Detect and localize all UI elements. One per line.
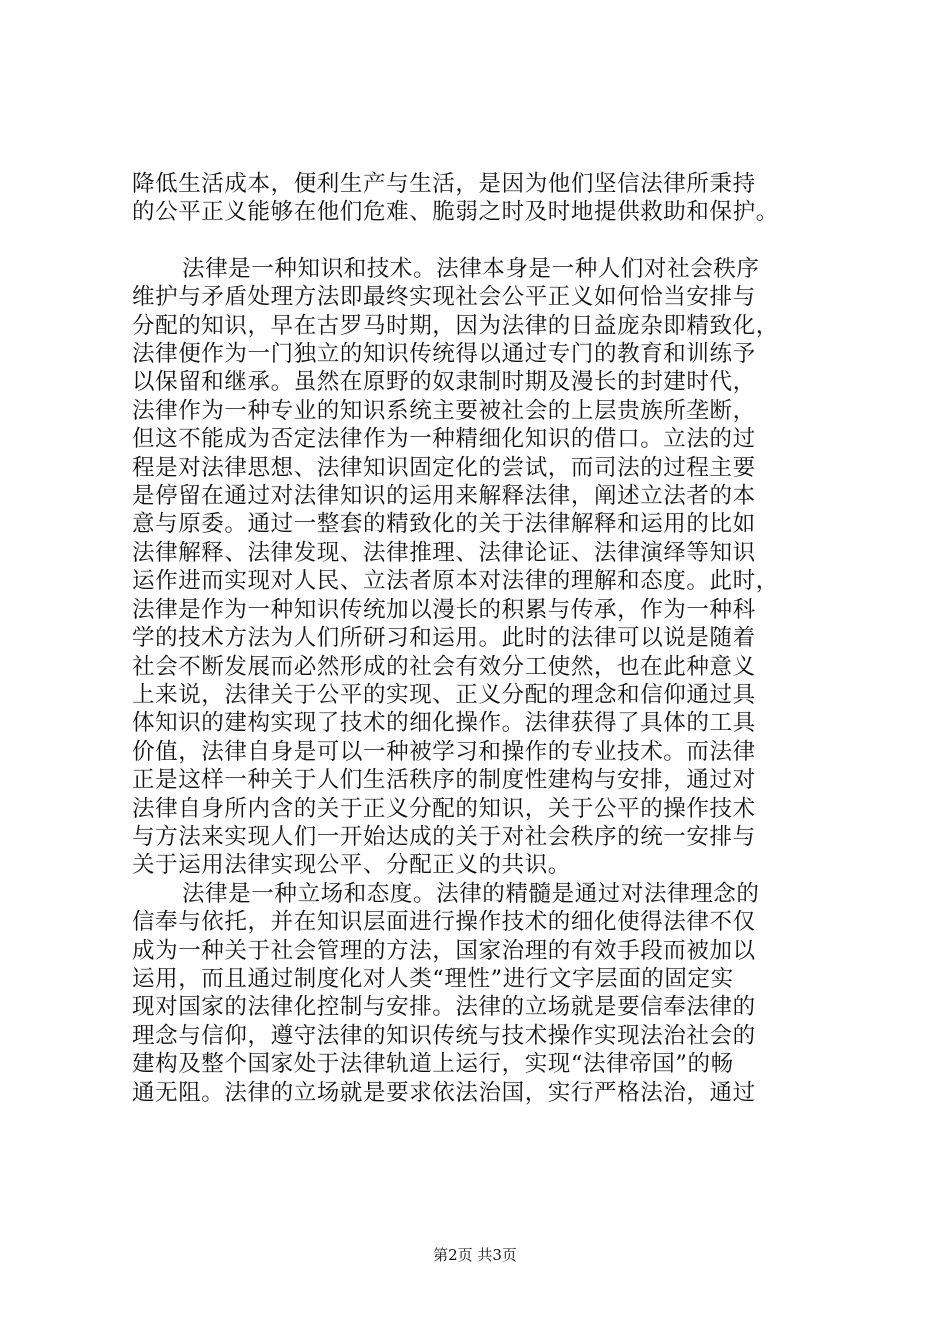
text-line: 法律是作为一种知识传统加以漫长的积累与传承，作为一种科 [132, 596, 756, 623]
text-line: 意与原委。通过一整套的精致化的关于法律解释和运用的比如 [132, 511, 756, 538]
text-line: 以保留和继承。虽然在原野的奴隶制时期及漫长的封建时代， [132, 369, 756, 396]
page-number-footer: 第2页 共3页 [433, 1246, 517, 1264]
text-line: 体知识的建构实现了技术的细化操作。法律获得了具体的工具 [132, 710, 756, 737]
text-line: 分配的知识，早在古罗马时期，因为法律的日益庞杂即精致化， [132, 312, 779, 339]
text-line: 正是这样一种关于人们生活秩序的制度性建构与安排，通过对 [132, 767, 756, 794]
text-line: 与方法来实现人们一开始达成的关于对社会秩序的统一安排与 [132, 823, 756, 850]
text-line: 成为一种关于社会管理的方法，国家治理的有效手段而被加以 [132, 937, 756, 964]
text-line: 价值，法律自身是可以一种被学习和操作的专业技术。而法律 [132, 738, 756, 765]
text-line: 的公平正义能够在他们危难、脆弱之时及时地提供救助和保护。 [132, 199, 779, 226]
text-line: 上来说，法律关于公平的实现、正义分配的理念和信仰通过具 [132, 681, 756, 708]
paragraph-first-line: 法律是一种知识和技术。法律本身是一种人们对社会秩序 [182, 255, 760, 282]
paragraph-first-line: 法律是一种立场和态度。法律的精髓是通过对法律理念的 [182, 880, 760, 907]
text-line: 信奉与依托，并在知识层面进行操作技术的细化使得法律不仅 [132, 909, 756, 936]
text-line: 社会不断发展而必然形成的社会有效分工使然，也在此种意义 [132, 653, 756, 680]
text-line: 是停留在通过对法律知识的运用来解释法律，阐述立法者的本 [132, 483, 756, 510]
text-line: 降低生活成本，便利生产与生活，是因为他们坚信法律所秉持 [132, 171, 756, 197]
text-line: 法律便作为一门独立的知识传统得以通过专门的教育和训练予 [132, 341, 756, 368]
text-line: 运用，而且通过制度化对人类“理性”进行文字层面的固定实 [132, 965, 734, 992]
text-line: 理念与信仰，遵守法律的知识传统与技术操作实现法治社会的 [132, 1022, 756, 1049]
text-line: 法律解释、法律发现、法律推理、法律论证、法律演绎等知识 [132, 539, 756, 566]
text-line: 但这不能成为否定法律作为一种精细化知识的借口。立法的过 [132, 426, 756, 453]
text-line: 运作进而实现对人民、立法者原本对法律的理解和态度。此时， [132, 568, 779, 595]
text-line: 学的技术方法为人们所研习和运用。此时的法律可以说是随着 [132, 625, 756, 652]
document-body [132, 170, 822, 1107]
text-line: 维护与矛盾处理方法即最终实现社会公平正义如何恰当安排与 [132, 284, 756, 311]
text-line: 关于运用法律实现公平、分配正义的共识。 [132, 852, 571, 879]
paragraph-gap [132, 227, 822, 255]
text-line: 法律作为一种专业的知识系统主要被社会的上层贵族所垄断， [132, 397, 756, 424]
text-line: 通无阻。法律的立场就是要求依法治国，实行严格法治，通过 [132, 1079, 756, 1106]
text-line: 程是对法律思想、法律知识固定化的尝试，而司法的过程主要 [132, 454, 756, 481]
text-line: 现对国家的法律化控制与安排。法律的立场就是要信奉法律的 [132, 994, 756, 1021]
text-line: 法律自身所内含的关于正义分配的知识，关于公平的操作技术 [132, 795, 756, 822]
text-line: 建构及整个国家处于法律轨道上运行，实现“法律帝国”的畅 [132, 1051, 734, 1078]
